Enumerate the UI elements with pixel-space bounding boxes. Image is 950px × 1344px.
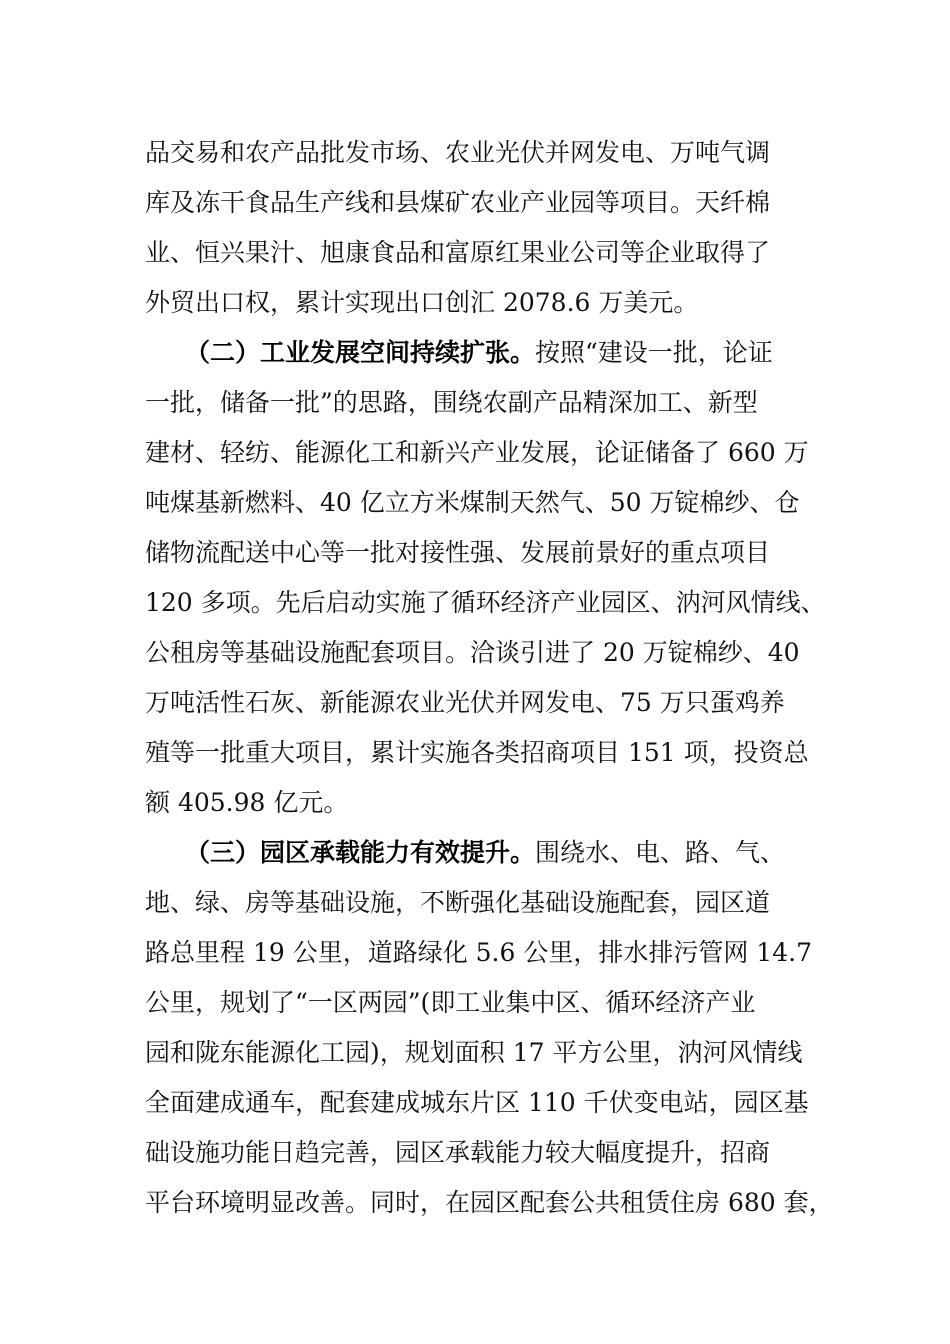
paragraph-2-line-5: 储物流配送中心等一批对接性强、发展前景好的重点项目 xyxy=(145,538,771,567)
paragraph-2-line-9: 殖等一批重大项目，累计实施各类招商项目 151 项，投资总 xyxy=(145,738,809,767)
paragraph-1-line-1: 品交易和农产品批发市场、农业光伏并网发电、万吨气调 xyxy=(145,138,771,167)
paragraph-3-line-7: 础设施功能日趋完善，园区承载能力较大幅度提升，招商 xyxy=(145,1138,771,1167)
paragraph-2-line-6: 120 多项。先后启动实施了循环经济产业园区、汭河风情线、 xyxy=(145,588,826,617)
paragraph-2-first-line xyxy=(185,338,773,368)
section-heading-3: （三）园区承载能力有效提升。 xyxy=(185,838,536,867)
paragraph-1-line-3: 业、恒兴果汁、旭康食品和富原红果业公司等企业取得了 xyxy=(145,238,771,267)
paragraph-2-first-line-text: 按照“建设一批，论证 xyxy=(535,338,773,367)
paragraph-2-line-7: 公租房等基础设施配套项目。洽谈引进了 20 万锭棉纱、40 xyxy=(145,638,800,667)
paragraph-3-first-line xyxy=(185,838,785,868)
paragraph-2-line-10: 额 405.98 亿元。 xyxy=(145,788,349,817)
paragraph-3-line-2: 地、绿、房等基础设施，不断强化基础设施配套，园区道 xyxy=(145,888,771,917)
paragraph-3-line-3: 路总里程 19 公里，道路绿化 5.6 公里，排水排污管网 14.7 xyxy=(145,938,812,967)
paragraph-3-line-8: 平台环境明显改善。同时，在园区配套公共租赁住房 680 套， xyxy=(145,1188,834,1217)
paragraph-2-line-8: 万吨活性石灰、新能源农业光伏并网发电、75 万只蛋鸡养 xyxy=(145,688,785,717)
section-heading-2: （二）工业发展空间持续扩张。 xyxy=(185,338,536,367)
paragraph-3-line-5: 园和陇东能源化工园)，规划面积 17 平方公里，汭河风情线 xyxy=(145,1038,803,1067)
paragraph-2-line-3: 建材、轻纺、能源化工和新兴产业发展，论证储备了 660 万 xyxy=(145,438,809,467)
paragraph-1-line-4: 外贸出口权，累计实现出口创汇 2078.6 万美元。 xyxy=(145,288,699,317)
paragraph-2-line-4: 吨煤基新燃料、40 亿立方米煤制天然气、50 万锭棉纱、仓 xyxy=(145,488,800,517)
paragraph-3-line-6: 全面建成通车，配套建成城东片区 110 千伏变电站，园区基 xyxy=(145,1088,809,1117)
paragraph-3-line-4: 公里，规划了“一区两园”(即工业集中区、循环经济产业 xyxy=(145,988,756,1017)
paragraph-3-first-line-text: 围绕水、电、路、气、 xyxy=(535,838,786,867)
paragraph-2-line-2: 一批，储备一批”的思路，围绕农副产品精深加工、新型 xyxy=(145,388,758,417)
paragraph-1-line-2: 库及冻干食品生产线和县煤矿农业产业园等项目。天纤棉 xyxy=(145,188,771,217)
